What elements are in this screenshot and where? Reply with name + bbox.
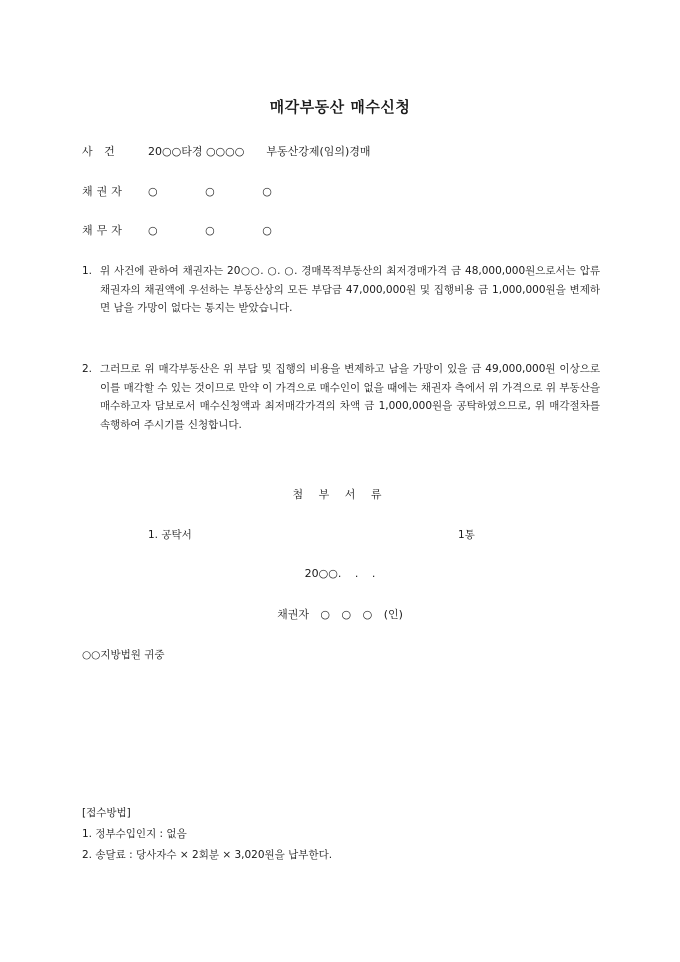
paragraph-text: 위 사건에 관하여 채권자는 20○○. ○. ○. 경매목적부동산의 최저경매가격 금 48,000,000원으로서는 압류채권자의 채권액에 우선하는 부동산상의 모든 부담금 47,000,000원 및 집행비용 금 1,000,000원을 변제하면 남을 가망이 없다는 통지는 받았습니다. (100, 265, 600, 314)
filing-method-item: 1. 정부수입인지 : 없음 (82, 828, 187, 840)
court-addressee: ○○지방법원 귀중 (82, 649, 165, 661)
creditor-row (82, 184, 294, 200)
paragraph-1 (82, 262, 600, 318)
paragraph-text: 그러므로 위 매각부동산은 위 부담 및 집행의 비용을 변제하고 남을 가망이 있을 금 49,000,000원 이상으로 이를 매각할 수 있는 것이므로 만약 이 가격으로 매수인이 없을 때에는 채권자 측에서 위 가격으로 위 부동산을 매수하고자 담보로서 매수신청액과 최저매각가격의 차액 금 1,000,000원을 공탁하였으므로, 위 매각절차를 속행하여 주시기를 신청합니다. (100, 363, 600, 431)
attachment-count: 1통 (458, 529, 475, 541)
paragraph-number: 2. (82, 363, 93, 375)
filing-method-item: 2. 송달료 : 당사자수 × 2회분 × 3,020원을 납부한다. (82, 849, 333, 861)
case-number: 20○○타경 ○○○○ (148, 145, 245, 158)
debtor-row (82, 223, 294, 239)
creditor-name: ○ ○ ○ (148, 185, 294, 198)
document-date: 20○○. . . (304, 567, 376, 580)
paragraph-number: 1. (82, 265, 93, 277)
debtor-label: 채무자 (82, 224, 126, 237)
document-title: 매각부동산 매수신청 (269, 98, 411, 116)
case-row (82, 144, 371, 160)
case-type: 부동산강제(임의)경매 (266, 145, 371, 158)
attachment-name: 1. 공탁서 (148, 529, 192, 541)
creditor-label: 채권자 (82, 185, 126, 198)
debtor-name: ○ ○ ○ (148, 224, 294, 237)
signature-line: 채권자 ○ ○ ○ (인) (277, 608, 403, 621)
filing-method-heading: [접수방법] (82, 807, 131, 819)
paragraph-2 (82, 360, 600, 434)
attachments-heading: 첨 부 서 류 (292, 488, 388, 501)
case-label: 사 건 (82, 145, 119, 158)
